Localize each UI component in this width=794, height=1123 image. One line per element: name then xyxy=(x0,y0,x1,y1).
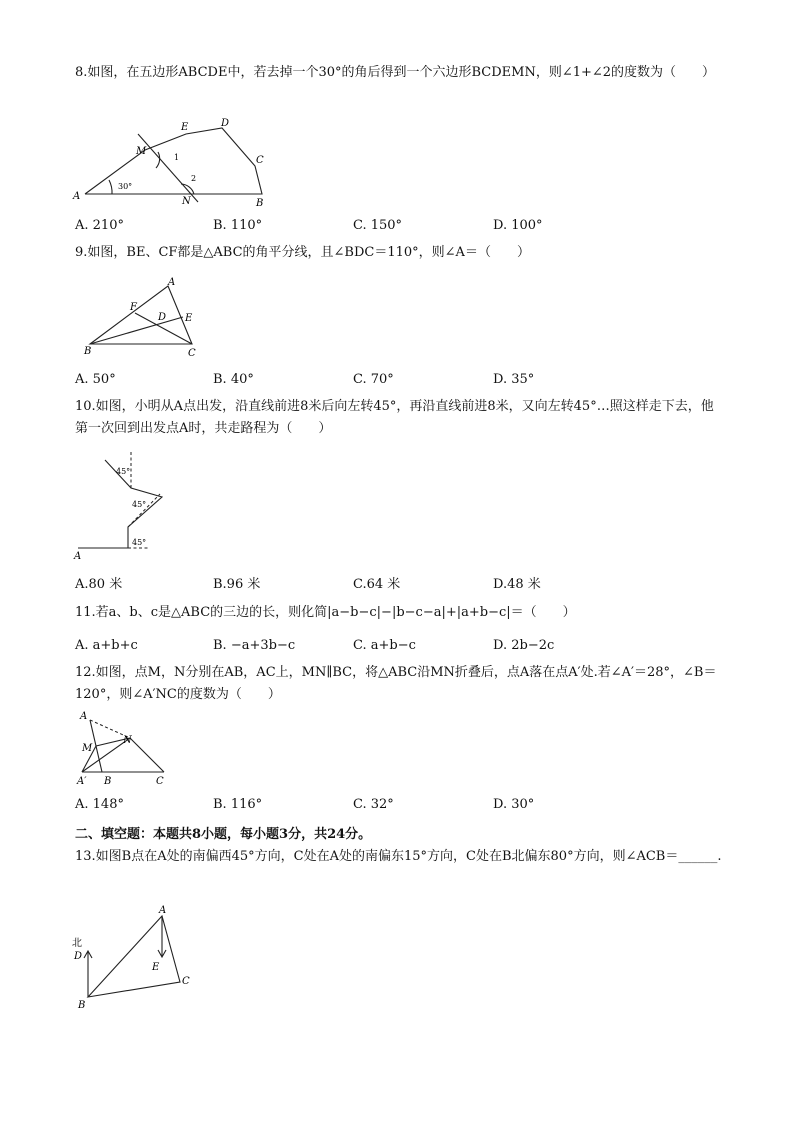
label-angle-30: 30° xyxy=(118,182,133,191)
option-b[interactable]: B. 40° xyxy=(213,372,254,387)
question-12-options xyxy=(75,797,725,817)
label-A-prime: A′ xyxy=(77,776,87,787)
option-d[interactable]: D. 30° xyxy=(493,797,535,812)
label-C: C xyxy=(182,976,190,987)
bisector-be xyxy=(90,317,183,344)
option-d[interactable]: D. 35° xyxy=(493,372,535,387)
label-N: N xyxy=(123,735,132,746)
option-a[interactable]: A. a+b+c xyxy=(75,638,138,653)
question-10-options xyxy=(75,573,725,593)
label-B: B xyxy=(78,1000,86,1011)
label-E: E xyxy=(181,122,189,133)
label-C: C xyxy=(256,155,264,166)
label-D: D xyxy=(158,312,167,323)
question-12-text: 12.如图，点M，N分别在AB，AC上，MN∥BC，将△ABC沿MN折叠后，点A落在点A′处.若∠A′＝28°，∠B＝120°，则∠A′NC的度数为（ ） xyxy=(75,665,717,702)
label-D: D xyxy=(74,951,83,962)
question-13-text: 13.如图B点在A处的南偏西45°方向，C处在A处的南偏东15°方向，C处在B北偏东80°方向，则∠ACB＝______. xyxy=(75,849,722,864)
question-9-text: 9.如图，BE、CF都是△ABC的角平分线，且∠BDC＝110°，则∠A＝（ ） xyxy=(75,245,530,260)
label-angle-45-top: 45° xyxy=(116,467,131,476)
angle-arc-30 xyxy=(109,180,112,194)
option-b[interactable]: B. 110° xyxy=(213,218,263,233)
option-b[interactable]: B.96 米 xyxy=(213,577,261,592)
label-angle-1: 1 xyxy=(174,153,180,162)
option-a[interactable]: A. 210° xyxy=(75,218,124,233)
label-A: A xyxy=(80,711,88,722)
option-d[interactable]: D.48 米 xyxy=(493,577,541,592)
label-M: M xyxy=(82,743,93,754)
question-8-options xyxy=(75,218,725,238)
section-2-heading: 二、填空题：本题共8小题，每小题3分，共24分。 xyxy=(75,827,372,842)
label-E: E xyxy=(185,313,193,324)
label-B: B xyxy=(256,198,264,209)
question-11-text: 11.若a、b、c是△ABC的三边的长，则化简|a−b−c|−|b−c−a|+|a+b−c|＝（ ） xyxy=(75,605,576,620)
option-d[interactable]: D. 2b−2c xyxy=(493,638,555,653)
label-B: B xyxy=(84,346,92,357)
extension-dash-2 xyxy=(128,494,160,527)
label-A: A xyxy=(168,277,176,288)
label-angle-45-bottom: 45° xyxy=(132,538,147,547)
question-9-options xyxy=(75,372,725,392)
label-north: 北 xyxy=(72,938,82,949)
question-12-figure xyxy=(74,708,184,788)
label-A: A xyxy=(159,905,167,916)
label-A: A xyxy=(74,551,82,562)
question-8-text: 8.如图，在五边形ABCDE中，若去掉一个30°的角后得到一个六边形BCDEMN，则∠1+∠2的度数为（ ） xyxy=(75,65,716,80)
label-E: E xyxy=(152,962,160,973)
option-c[interactable]: C.64 米 xyxy=(353,577,401,592)
label-angle-45-middle: 45° xyxy=(132,500,147,509)
option-a[interactable]: A. 50° xyxy=(75,372,116,387)
option-c[interactable]: C. 70° xyxy=(353,372,394,387)
option-c[interactable]: C. a+b−c xyxy=(353,638,416,653)
option-a[interactable]: A.80 米 xyxy=(75,577,123,592)
option-d[interactable]: D. 100° xyxy=(493,218,543,233)
option-c[interactable]: C. 32° xyxy=(353,797,394,812)
question-10-figure xyxy=(72,452,182,562)
label-F: F xyxy=(130,302,137,313)
cut-line-mn xyxy=(138,134,198,202)
question-10-text: 10.如图，小明从A点出发，沿直线前进8米后向左转45°，再沿直线前进8米，又向左转45°…照这样走下去，他第一次回到出发点A时，共走路程为（ ） xyxy=(75,399,714,436)
option-b[interactable]: B. 116° xyxy=(213,797,263,812)
option-a[interactable]: A. 148° xyxy=(75,797,124,812)
label-C: C xyxy=(188,348,196,359)
option-c[interactable]: C. 150° xyxy=(353,218,403,233)
label-angle-2: 2 xyxy=(191,174,197,183)
question-11-options xyxy=(75,638,725,658)
label-B: B xyxy=(104,776,112,787)
label-C: C xyxy=(156,776,164,787)
label-M: M xyxy=(136,146,147,157)
label-N: N xyxy=(182,196,191,207)
label-D: D xyxy=(221,118,230,129)
question-9-figure xyxy=(80,276,210,361)
question-8-figure xyxy=(70,114,280,209)
triangle-abc xyxy=(88,916,180,997)
line-nc xyxy=(130,738,164,772)
question-13-figure xyxy=(70,904,200,1014)
label-A: A xyxy=(73,191,81,202)
option-b[interactable]: B. −a+3b−c xyxy=(213,638,296,653)
